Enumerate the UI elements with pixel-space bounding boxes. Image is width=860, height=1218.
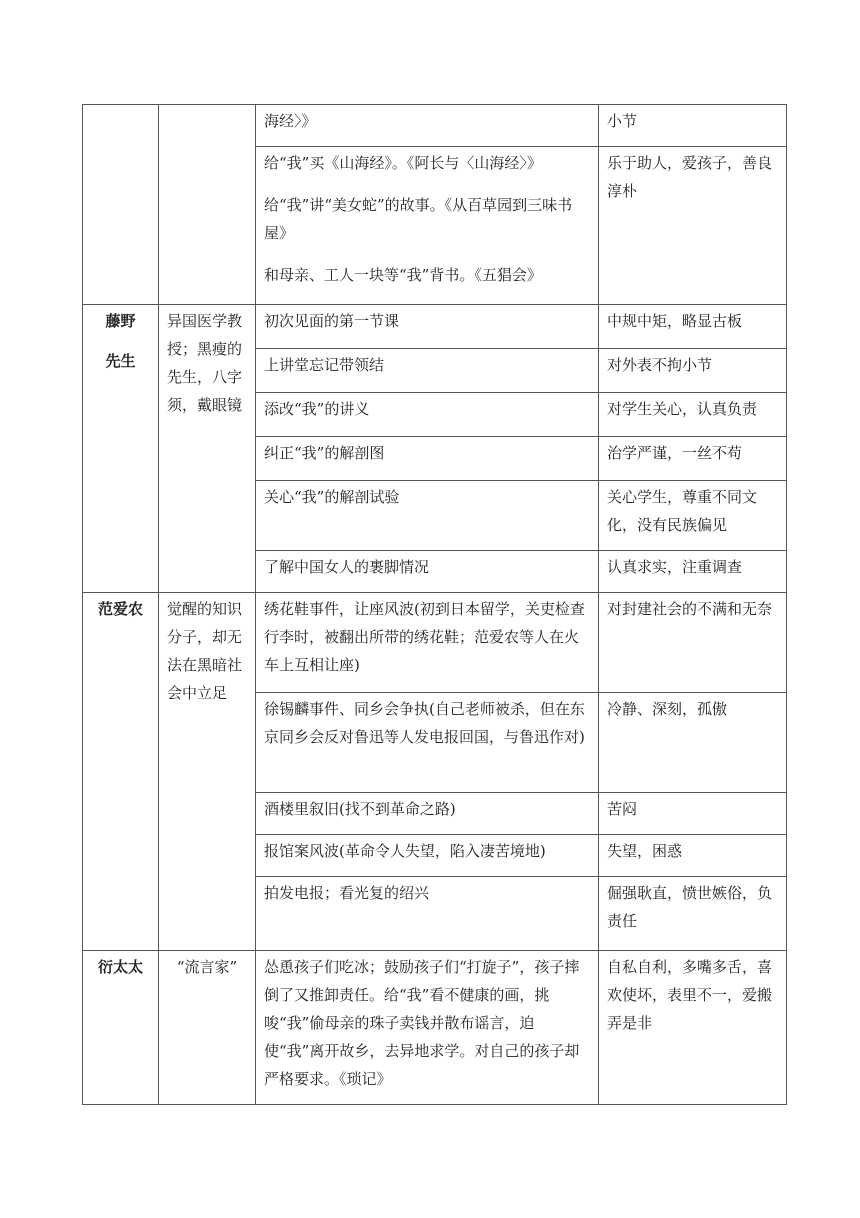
trait-cell: 苦闷 — [599, 793, 787, 835]
name-line: 藤野 — [105, 312, 136, 330]
event-cell: 上讲堂忘记带领结 — [256, 349, 599, 393]
trait-cell: 对外表不拘小节 — [599, 349, 787, 393]
table-row — [83, 951, 787, 1105]
character-name-fanainong: 范爱农 — [83, 593, 159, 951]
character-table — [82, 104, 787, 1105]
character-desc-tengye: 异国医学教授；黑瘦的先生，八字须，戴眼镜 — [159, 305, 256, 593]
name-line: 先生 — [105, 352, 136, 370]
trait-cell: 乐于助人，爱孩子，善良淳朴 — [599, 147, 787, 305]
event-cell: 关心“我”的解剖试验 — [256, 481, 599, 551]
trait-cell: 关心学生，尊重不同文化，没有民族偏见 — [599, 481, 787, 551]
event-cell: 怂恿孩子们吃冰；鼓励孩子们“打旋子”，孩子摔倒了又推卸责任。给“我”看不健康的画，挑唆“我”偷母亲的珠子卖钱并散布谣言，迫使“我”离开故乡，去异地求学。对自己的孩子却严格要求。《琐记》 — [256, 951, 599, 1105]
trait-cell: 对封建社会的不满和无奈 — [599, 593, 787, 693]
event-cell: 初次见面的第一节课 — [256, 305, 599, 349]
trait-cell: 治学严谨，一丝不苟 — [599, 437, 787, 481]
event-cell: 绣花鞋事件，让座风波(初到日本留学，关吏检查行李时，被翻出所带的绣花鞋；范爱农等人在火车上互相让座) — [256, 593, 599, 693]
event-line: 给“我”买《山海经》。《阿长与〈山海经〉》 — [264, 154, 542, 172]
character-name-tengye — [83, 305, 159, 593]
trait-cell: 认真求实，注重调查 — [599, 551, 787, 593]
table-row — [83, 305, 787, 349]
trait-cell: 冷静、深刻，孤傲 — [599, 693, 787, 793]
table-row — [83, 593, 787, 693]
event-cell: 拍发电报；看光复的绍兴 — [256, 877, 599, 951]
table-row — [83, 105, 787, 147]
event-line: 给“我”讲“美女蛇”的故事。《从百草园到三味书屋》 — [264, 196, 573, 242]
event-cell: 了解中国女人的裹脚情况 — [256, 551, 599, 593]
trait-cell: 对学生关心，认真负责 — [599, 393, 787, 437]
trait-cell: 失望，困惑 — [599, 835, 787, 877]
event-cell: 酒楼里叙旧(找不到革命之路) — [256, 793, 599, 835]
event-cell: 海经〉》 — [256, 105, 599, 147]
character-name-yantaitai: 衍太太 — [83, 951, 159, 1105]
event-cell: 报馆案风波(革命令人失望，陷入凄苦境地) — [256, 835, 599, 877]
event-line: 和母亲、工人一块等“我”背书。《五猖会》 — [264, 266, 542, 284]
character-desc-fanainong: 觉醒的知识分子，却无法在黑暗社会中立足 — [159, 593, 256, 951]
event-cell — [256, 147, 599, 305]
trait-cell: 中规中矩，略显古板 — [599, 305, 787, 349]
name-cell-continued — [83, 105, 159, 305]
event-cell: 徐锡麟事件、同乡会争执(自己老师被杀，但在东京同乡会反对鲁迅等人发电报回国，与鲁迅作对) — [256, 693, 599, 793]
character-desc-yantaitai: “流言家” — [159, 951, 256, 1105]
trait-cell: 自私自利，多嘴多舌，喜欢使坏，表里不一，爱搬弄是非 — [599, 951, 787, 1105]
event-cell: 纠正“我”的解剖图 — [256, 437, 599, 481]
trait-cell: 小节 — [599, 105, 787, 147]
trait-cell: 倔强耿直，愤世嫉俗，负责任 — [599, 877, 787, 951]
desc-cell-continued — [159, 105, 256, 305]
event-cell: 添改“我”的讲义 — [256, 393, 599, 437]
